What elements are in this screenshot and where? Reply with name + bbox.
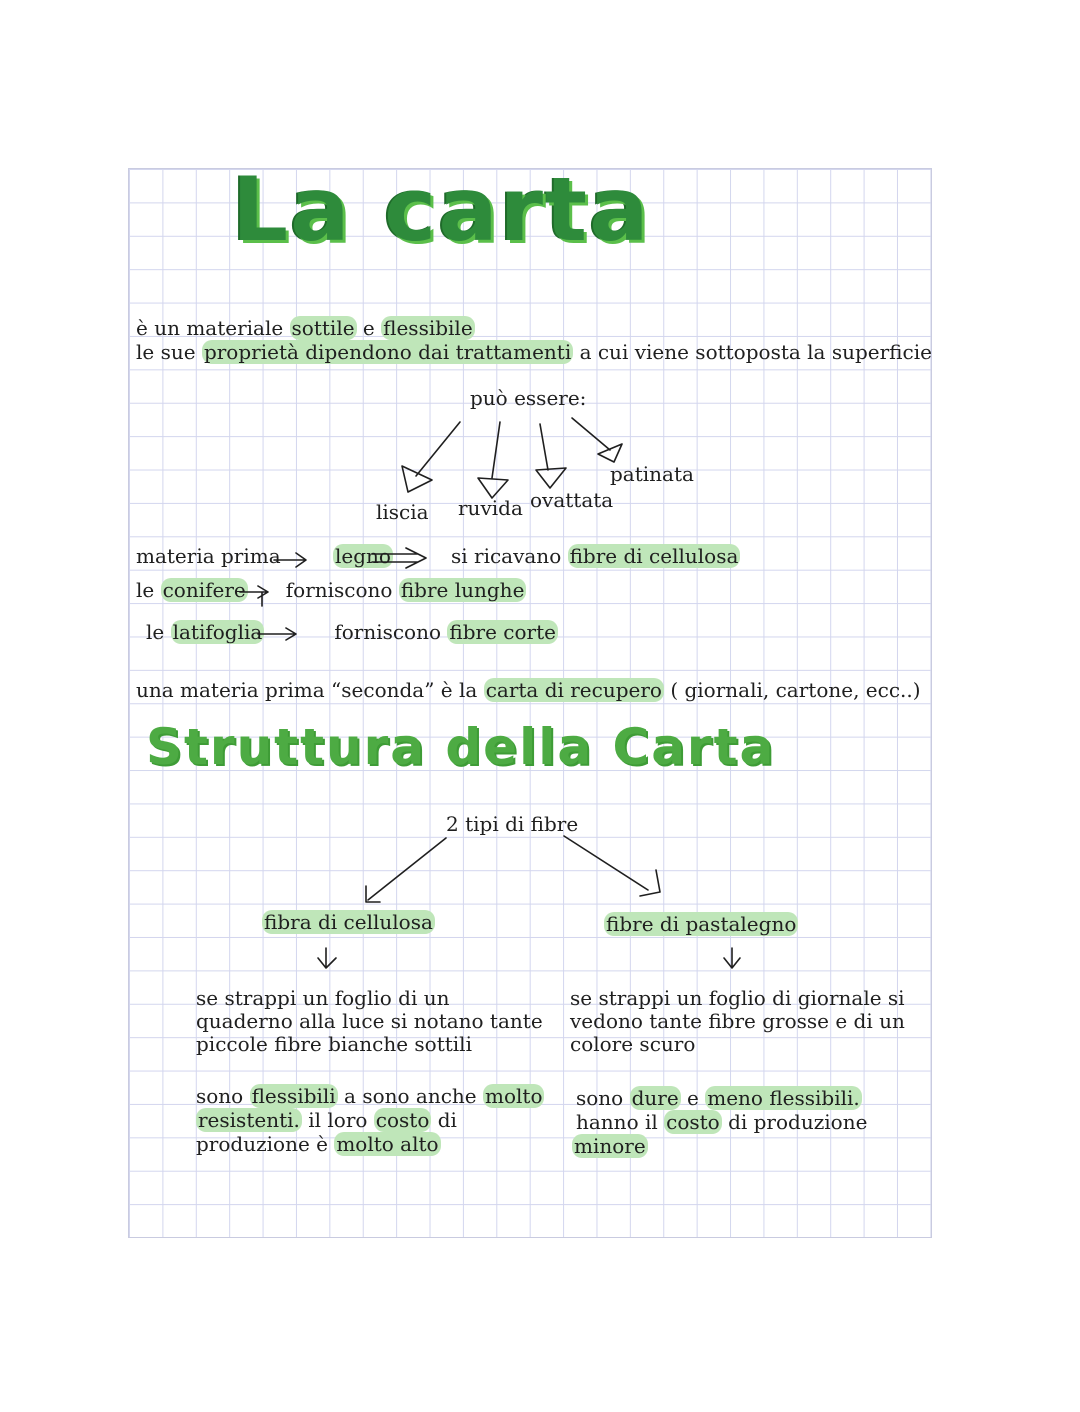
- text: sono: [576, 1086, 630, 1110]
- text: una materia prima “seconda” è la: [136, 678, 484, 702]
- highlight-fibre-cellulosa: fibre di cellulosa: [569, 544, 739, 568]
- text: materia prima: [136, 544, 281, 568]
- type-ruvida: ruvida: [458, 496, 523, 520]
- highlight: minore: [574, 1134, 646, 1158]
- text: produzione è: [196, 1132, 335, 1156]
- text: si ricavano: [450, 544, 568, 568]
- section-title: Struttura della Carta: [146, 718, 776, 776]
- text: ( giornali, cartone, ecc..): [663, 678, 921, 702]
- right-desc-1: se strappi un foglio di giornale si: [570, 986, 905, 1010]
- arrow-patinata-icon: [572, 418, 622, 462]
- highlight: resistenti.: [198, 1108, 300, 1132]
- highlight: meno flessibili.: [707, 1086, 860, 1110]
- arrow-latifoglia-icon: [258, 628, 296, 640]
- arrow-ovattata-icon: [536, 424, 566, 488]
- arrow-fibre-left-icon: [366, 838, 446, 902]
- highlight-flessibile: flessibile: [383, 316, 473, 340]
- right-desc-3: colore scuro: [570, 1032, 696, 1056]
- fibre-heading: 2 tipi di fibre: [446, 812, 579, 836]
- type-liscia: liscia: [376, 500, 429, 524]
- highlight: costo: [375, 1108, 430, 1132]
- highlight-proprieta: proprietà dipendono dai trattamenti: [203, 340, 572, 364]
- type-ovattata: ovattata: [530, 488, 614, 512]
- left-desc-2: quaderno alla luce si notano tante: [196, 1009, 543, 1033]
- highlight-legno: legno: [335, 544, 391, 568]
- text: forniscono: [285, 578, 399, 602]
- text: sono: [196, 1084, 250, 1108]
- text: e: [680, 1086, 706, 1110]
- text: le: [146, 620, 171, 644]
- arrow-down-right-icon: [724, 948, 740, 968]
- highlight: dure: [631, 1086, 679, 1110]
- text: a cui viene sottoposta la superficie: [573, 340, 932, 364]
- types-heading: può essere:: [470, 386, 587, 410]
- arrow-legno-icon: [274, 553, 306, 567]
- highlight-fibra-cellulosa: fibra di cellulosa: [264, 910, 433, 934]
- arrow-conifere-icon: [240, 586, 268, 606]
- highlight-latifoglia: latifoglia: [172, 620, 263, 644]
- right-desc-2: vedono tante fibre grosse e di un: [570, 1009, 905, 1033]
- text: hanno il: [576, 1110, 665, 1134]
- highlight-sottile: sottile: [291, 316, 355, 340]
- text: forniscono: [334, 620, 448, 644]
- highlight-conifere: conifere: [162, 578, 246, 602]
- highlight: molto: [485, 1084, 543, 1108]
- highlight: costo: [666, 1110, 720, 1134]
- text: le sue: [136, 340, 202, 364]
- highlight-fibre-corte: fibre corte: [449, 620, 556, 644]
- highlight: molto alto: [336, 1132, 439, 1156]
- text: le: [136, 578, 161, 602]
- left-desc-3: piccole fibre bianche sottili: [196, 1032, 472, 1056]
- text: a sono anche: [337, 1084, 483, 1108]
- left-desc-1: se strappi un foglio di un: [196, 986, 450, 1010]
- arrow-fibre-right-icon: [564, 836, 660, 896]
- arrow-down-left-icon: [318, 948, 336, 968]
- text: di: [431, 1108, 457, 1132]
- highlight-carta-recupero: carta di recupero: [485, 678, 662, 702]
- arrow-liscia-icon: [402, 422, 460, 492]
- text: di produzione: [721, 1110, 868, 1134]
- highlight-pastalegno: fibre di pastalegno: [606, 912, 797, 936]
- page-title: La carta: [232, 158, 651, 261]
- arrow-ricavano-icon: [372, 548, 426, 568]
- arrow-ruvida-icon: [478, 422, 508, 498]
- text: è un materiale: [136, 316, 290, 340]
- text: il loro: [301, 1108, 374, 1132]
- type-patinata: patinata: [610, 462, 694, 486]
- highlight-fibre-lunghe: fibre lunghe: [400, 578, 525, 602]
- highlight: flessibili: [251, 1084, 336, 1108]
- text: e: [356, 316, 382, 340]
